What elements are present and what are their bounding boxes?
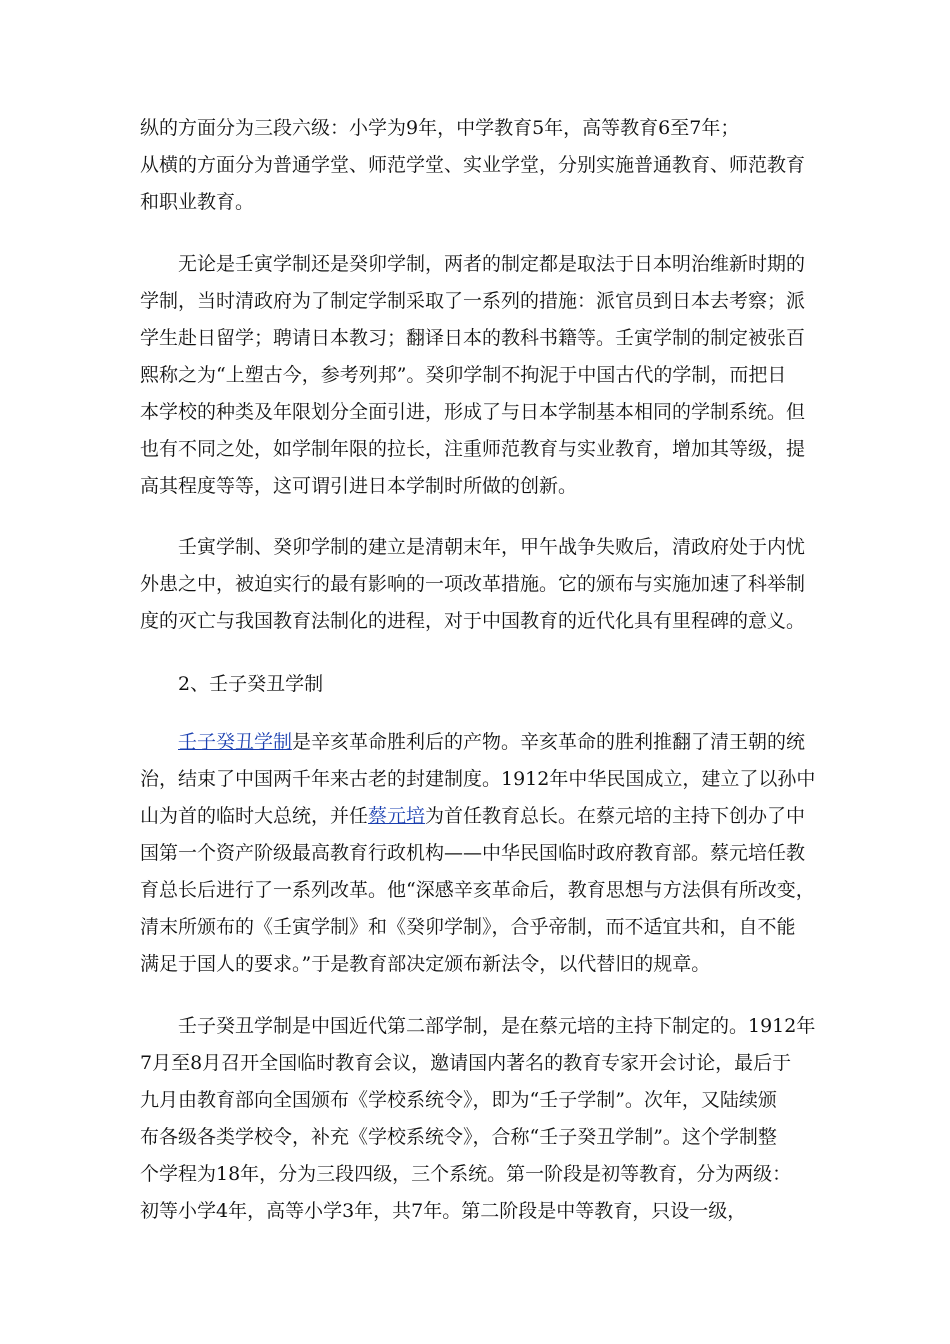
link-cai-yuanpei[interactable]: 蔡元培: [368, 805, 426, 827]
section-heading-text: 2、壬子癸丑学制: [178, 673, 324, 695]
text-line: 无论是壬寅学制还是癸卯学制，两者的制定都是取法于日本明治维新时期的: [178, 253, 806, 275]
text-line: 壬子癸丑学制是中国近代第二部学制，是在蔡元培的主持下制定的。1912年: [178, 1015, 816, 1037]
paragraph-renzi-guichou-structure: [140, 1008, 820, 1230]
text-line: 度的灭亡与我国教育法制化的进程，对于中国教育的近代化具有里程碑的意义。: [140, 610, 806, 632]
text-line: 初等小学4年，高等小学3年，共7年。第二阶段是中等教育，只设一级，: [140, 1200, 747, 1222]
text-line: 治，结束了中国两千年来古老的封建制度。1912年中华民国成立，建立了以孙中: [140, 768, 816, 790]
text-line: 九月由教育部向全国颁布《学校系统令》，即为“壬子学制”。次年，又陆续颁: [140, 1089, 777, 1111]
text-line: 国第一个资产阶级最高教育行政机构——中华民国临时政府教育部。蔡元培任教: [140, 842, 806, 864]
text-segment: 山为首的临时大总统，并任: [140, 805, 369, 827]
text-line: [140, 724, 820, 761]
paragraph-japan-influence: [140, 246, 820, 505]
text-segment: 为首任教育总长。在蔡元培的主持下创办了中: [425, 805, 806, 827]
paragraph-reform-significance: [140, 529, 820, 640]
text-line: 育总长后进行了一系列改革。他“深感辛亥革命后，教育思想与方法俱有所改变，: [140, 879, 815, 901]
text-line: 本学校的种类及年限划分全面引进，形成了与日本学制基本相同的学制系统。但: [140, 401, 806, 423]
link-renzi-guichou-xuezhi[interactable]: 壬子癸丑学制: [178, 731, 293, 753]
text-line: 满足于国人的要求。”于是教育部决定颁布新法令，以代替旧的规章。: [140, 953, 711, 975]
text-line: 学制，当时清政府为了制定学制采取了一系列的措施：派官员到日本去考察；派: [140, 290, 806, 312]
text-line: 高其程度等等，这可谓引进日本学制时所做的创新。: [140, 475, 578, 497]
text-line: 纵的方面分为三段六级：小学为9年，中学教育5年，高等教育6至7年；: [140, 117, 740, 139]
text-line: 和职业教育。: [140, 191, 255, 213]
text-line: 个学程为18年，分为三段四级，三个系统。第一阶段是初等教育，分为两级：: [140, 1163, 792, 1185]
text-line: 从横的方面分为普通学堂、师范学堂、实业学堂，分别实施普通教育、师范教育: [140, 154, 806, 176]
text-line: 也有不同之处，如学制年限的拉长，注重师范教育与实业教育，增加其等级，提: [140, 438, 806, 460]
text-segment: 是辛亥革命胜利后的产物。辛亥革命的胜利推翻了清王朝的统: [292, 731, 806, 753]
text-line: [140, 798, 820, 835]
text-line: 7月至8月召开全国临时教育会议，邀请国内著名的教育专家开会讨论，最后于: [140, 1052, 792, 1074]
text-line: 学生赴日留学；聘请日本教习；翻译日本的教科书籍等。壬寅学制的制定被张百: [140, 327, 806, 349]
text-line: 外患之中，被迫实行的最有影响的一项改革措施。它的颁布与实施加速了科举制: [140, 573, 806, 595]
paragraph-school-system-divisions: [140, 110, 820, 221]
text-line: 布各级各类学校令，补充《学校系统令》，合称“壬子癸丑学制”。这个学制整: [140, 1126, 777, 1148]
section-heading: [140, 666, 820, 703]
paragraph-renzi-guichou-origin: [140, 724, 820, 983]
text-line: 清末所颁布的《壬寅学制》和《癸卯学制》，合乎帝制，而不适宜共和，自不能: [140, 916, 796, 938]
text-line: 壬寅学制、癸卯学制的建立是清朝末年，甲午战争失败后，清政府处于内忧: [178, 536, 806, 558]
text-line: 熙称之为“上塑古今，参考列邦”。癸卯学制不拘泥于中国古代的学制，而把日: [140, 364, 787, 386]
